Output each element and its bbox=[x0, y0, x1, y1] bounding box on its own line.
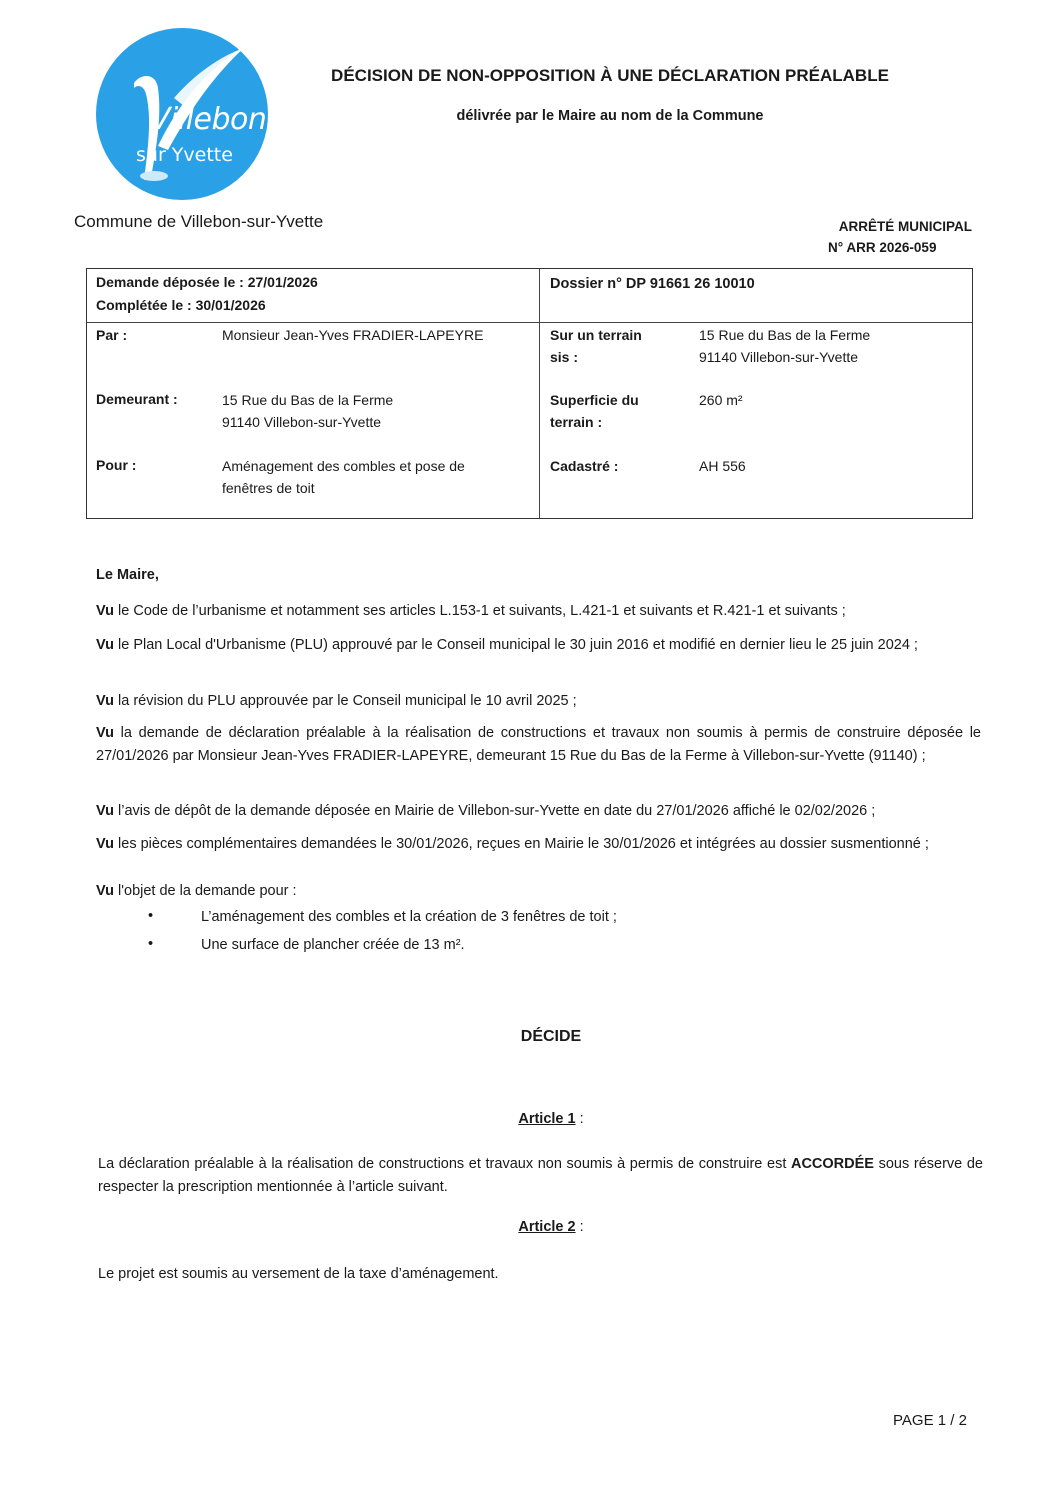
label-terrain-line1: Sur un terrain bbox=[550, 327, 642, 343]
value-superficie: 260 m² bbox=[699, 392, 743, 408]
value-cadastre: AH 556 bbox=[699, 458, 746, 474]
request-info-table bbox=[86, 268, 973, 519]
considerant-text: le Code de l’urbanisme et notamment ses articles L.153-1 et suivants, L.421-1 et suivants et R.421-1 et suivants ; bbox=[114, 603, 846, 619]
commune-name: Commune de Villebon-sur-Yvette bbox=[74, 212, 324, 231]
considerant-6 bbox=[96, 833, 981, 856]
considerant-7 bbox=[96, 880, 981, 903]
considerant-1 bbox=[96, 600, 981, 623]
article-1-text-before: La déclaration préalable à la réalisation de constructions et travaux non soumis à permis de construire est bbox=[98, 1156, 791, 1172]
considerant-2 bbox=[96, 634, 981, 657]
arrete-number: N° ARR 2026-059 bbox=[828, 240, 937, 255]
label-pour: Pour : bbox=[96, 457, 137, 473]
article-1-title bbox=[22, 1111, 1058, 1127]
bullet-item-2: Une surface de plancher créée de 13 m². bbox=[201, 937, 465, 953]
vu-label: Vu bbox=[96, 836, 114, 852]
value-demeurant-line1: 15 Rue du Bas de la Ferme bbox=[222, 392, 394, 408]
label-cadastre: Cadastré : bbox=[550, 458, 619, 474]
colon: : bbox=[575, 1219, 584, 1235]
considerant-text: le Plan Local d'Urbanisme (PLU) approuvé par le Conseil municipal le 30 juin 2016 et modifié en dernier lieu le 25 juin 2024 ; bbox=[114, 637, 918, 653]
article-1-text bbox=[98, 1153, 983, 1198]
villebon-logo bbox=[96, 28, 268, 200]
value-pour-line1: Aménagement des combles et pose de bbox=[222, 458, 465, 474]
value-terrain-line1: 15 Rue du Bas de la Ferme bbox=[699, 327, 871, 343]
table-divider-vertical bbox=[539, 269, 540, 518]
dossier-number: Dossier n° DP 91661 26 10010 bbox=[550, 276, 755, 292]
page-number: PAGE 1 / 2 bbox=[893, 1412, 967, 1429]
document-title: DÉCISION DE NON-OPPOSITION À UNE DÉCLARATION PRÉALABLE bbox=[331, 66, 889, 85]
considerant-4 bbox=[96, 722, 981, 767]
vu-label: Vu bbox=[96, 693, 114, 709]
vu-label: Vu bbox=[96, 803, 114, 819]
article-2-label: Article 2 bbox=[518, 1219, 576, 1235]
colon: : bbox=[575, 1111, 584, 1127]
logo-text-sur-yvette: sur Yvette bbox=[136, 144, 233, 166]
considerant-text: l'objet de la demande pour : bbox=[114, 883, 297, 899]
decide-heading: DÉCIDE bbox=[520, 1028, 582, 1045]
vu-label: Vu bbox=[96, 637, 114, 653]
considerant-text: les pièces complémentaires demandées le 30/01/2026, reçues en Mairie le 30/01/2026 et intégrées au dossier susmentionné ; bbox=[114, 836, 929, 852]
label-superficie-line1: Superficie du bbox=[550, 392, 639, 408]
label-demeurant: Demeurant : bbox=[96, 391, 178, 407]
vu-label: Vu bbox=[96, 725, 114, 741]
accordee-label: ACCORDÉE bbox=[790, 1156, 874, 1172]
value-terrain-line2: 91140 Villebon-sur-Yvette bbox=[699, 349, 859, 365]
article-1-label: Article 1 bbox=[518, 1111, 576, 1127]
vu-label: Vu bbox=[96, 883, 114, 899]
arrete-label: ARRÊTÉ MUNICIPAL bbox=[838, 219, 972, 234]
label-terrain-line2: sis : bbox=[550, 349, 579, 365]
completee-le: Complétée le : 30/01/2026 bbox=[96, 297, 266, 313]
table-divider-horizontal bbox=[87, 322, 972, 323]
article-2-title bbox=[22, 1219, 1058, 1235]
document-subtitle: délivrée par le Maire au nom de la Commune bbox=[456, 108, 764, 124]
value-pour-line2: fenêtres de toit bbox=[222, 480, 315, 496]
article-2-text: Le projet est soumis au versement de la taxe d’aménagement. bbox=[98, 1266, 499, 1282]
demande-deposee: Demande déposée le : 27/01/2026 bbox=[96, 274, 318, 290]
bullet-icon: • bbox=[148, 908, 154, 924]
label-par: Par : bbox=[96, 327, 128, 343]
le-maire: Le Maire, bbox=[96, 567, 159, 583]
value-demeurant-line2: 91140 Villebon-sur-Yvette bbox=[222, 414, 382, 430]
considerant-5 bbox=[96, 800, 981, 823]
label-superficie-line2: terrain : bbox=[550, 414, 603, 430]
considerant-text: la révision du PLU approuvée par le Conseil municipal le 10 avril 2025 ; bbox=[114, 693, 577, 709]
logo-text-villebon: Villebon bbox=[150, 102, 267, 137]
article-1-text-after: sous réserve de respecter la prescription mentionnée à l’article suivant. bbox=[98, 1156, 983, 1195]
considerant-3 bbox=[96, 690, 981, 713]
considerant-text: l’avis de dépôt de la demande déposée en Mairie de Villebon-sur-Yvette en date du 27/01/2026 affiché le 02/02/2026 ; bbox=[114, 803, 876, 819]
considerant-text: la demande de déclaration préalable à la réalisation de constructions et travaux non soumis à permis de construire déposée le 27/01/2026 par Monsieur Jean-Yves FRADIER-LAPEYRE, demeurant 15 Rue du Bas de la Ferme à Villebon-sur-Yvette (91140) ; bbox=[96, 725, 981, 764]
vu-label: Vu bbox=[96, 603, 114, 619]
bullet-icon: • bbox=[148, 936, 154, 952]
value-par: Monsieur Jean-Yves FRADIER-LAPEYRE bbox=[222, 327, 484, 343]
bullet-item-1: L’aménagement des combles et la création de 3 fenêtres de toit ; bbox=[201, 909, 617, 925]
